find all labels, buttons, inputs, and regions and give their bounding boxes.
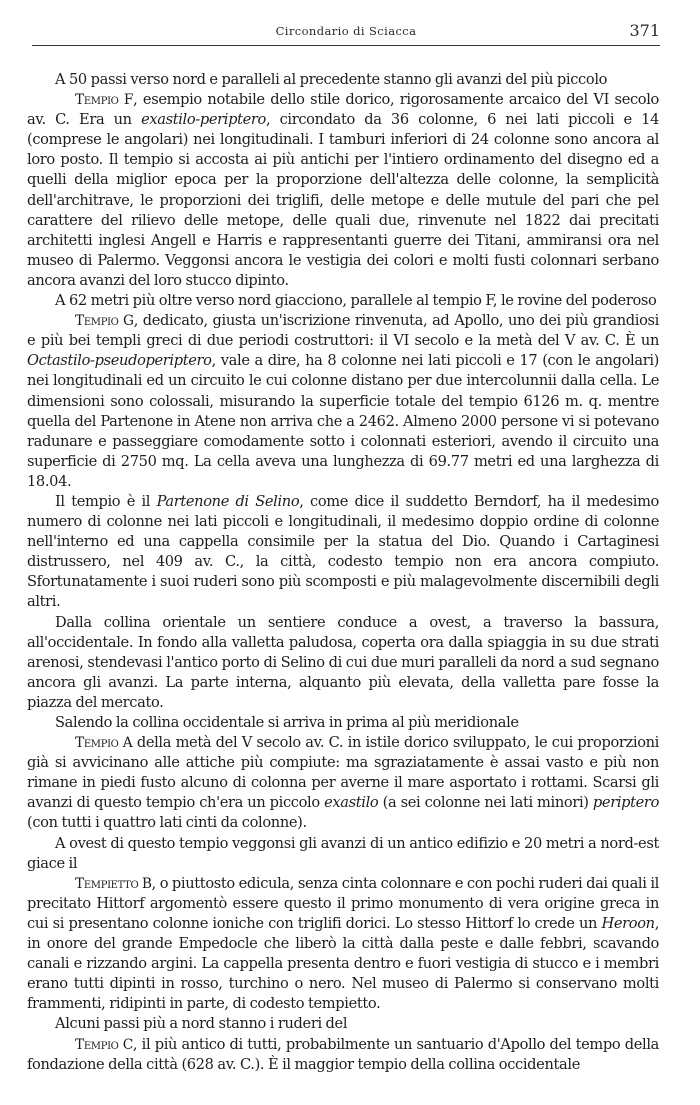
- paragraph: [27, 834, 659, 874]
- temple-heading: Tempio G: [75, 313, 134, 330]
- paragraph: [27, 291, 659, 311]
- temple-heading: Tempio F: [75, 92, 134, 109]
- text-run: , come dice il suddetto Berndorf, ha il medesimo numero di colonne nei lati piccoli e longitudinali, il medesimo doppio ordine di colonne nell'interno ed una cappella consimile per la statua del Dio. Quando i Cartaginesi distrussero, nel 409 av. C., la città, codesto tempio non era ancora compiuto. Sfortunatamente i suoi ruderi sono più scomposti e più malagevolmente discernibili degli altri.: [27, 492, 659, 611]
- paragraph: [27, 713, 659, 733]
- text-run: Il tempio è il: [55, 492, 157, 510]
- text-run: , il più antico di tutti, probabilmente un santuario d'Apollo del tempo della fondazione della città (628 av. C.). È il maggior tempio della collina occidentale: [27, 1035, 660, 1073]
- text-run: della metà del V secolo av. C. in istile dorico sviluppato, le cui proporzioni già si avvicinano alle attiche più compiute: ma sgraziatamente è assai vasto e più non rimane in piedi fusto alcuno di colonna per averne il mare asportato i rottami. Scarsi gli avanzi di questo tempio ch'era un piccolo: [27, 734, 660, 812]
- paragraph: [27, 1014, 659, 1034]
- italic-term: Octastilo-pseudoperiptero: [27, 352, 212, 370]
- text-run: Salendo la collina occidentale si arriva in prima al più meridionale: [55, 714, 519, 731]
- paragraph: [27, 733, 659, 833]
- text-run: A 50 passi verso nord e paralleli al precedente stanno gli avanzi del più piccolo: [55, 71, 608, 88]
- text-run: Dalla collina orientale un sentiere conduce a ovest, a traverso la bassura, all'occidentale. In fondo alla valletta paludosa, coperta ora dalla spiaggia in su due strati arenosi, stendevasi l'antico porto di Selino di cui due muri paralleli da nord a sud segnano ancora gli avanzi. La parte interna, alquanto più elevata, della valletta pare fosse la piazza del mercato.: [27, 613, 659, 711]
- italic-term: exastilo-periptero: [141, 111, 266, 129]
- text-run: (con tutti i quattro lati cinti da colonne).: [27, 814, 307, 832]
- running-header: [32, 20, 660, 42]
- italic-term: exastilo: [324, 794, 379, 812]
- temple-heading: Tempio A: [75, 735, 133, 752]
- text-run: , circondato da 36 colonne, 6 nei lati piccoli e 14 (comprese le angolari) nei longitudinali. I tamburi inferiori di 24 colonne sono ancora al loro posto. Il tempio si accosta ai più antichi per l'intiero ordinamento del disegno ed a quelli della miglior epoca per la proporzione dell'altezza delle colonne, la semplicità dell'architrave, le proporzioni dei triglifi, delle metope e delle mutule del pari che pel carattere del rilievo delle metope, delle quali due, rinvenute nel 1822 dai precitati architetti inglesi Angell e Harris e rappresentanti guerre dei Titani, ammiransi ora nel museo di Palermo. Veggonsi ancora le vestigia dei colori e molti fusti colonnari serbano ancora avanzi del loro stucco dipinto.: [27, 111, 660, 289]
- text-run: , esempio notabile dello stile dorico, rigorosamente arcaico del VI secolo av. C. Era un: [27, 91, 659, 129]
- text-run: (a sei colonne nei lati minori): [378, 794, 593, 812]
- italic-term: Partenone di Selino: [156, 492, 300, 510]
- page-number: 371: [629, 21, 660, 40]
- header-rule: [32, 45, 660, 46]
- text-run: , vale a dire, ha 8 colonne nei lati piccoli e 17 (con le angolari) nei longitudinali ed un circuito le cui colonne distano per due intercolunnii dalla cella. Le dimensioni sono colossali, misurando la superficie totale del tempio 6126 m. q. mentre quella del Partenone in Atene non arriva che a 2462. Almeno 2000 persone vi si potevano radunare e passeggiare comodamente sotto i colonnati esteriori, avendo il circuito una superficie di 2750 mq. La cella aveva una lunghezza di 69.77 metri ed una larghezza di 18.04.: [27, 352, 659, 490]
- paragraph: [27, 311, 659, 492]
- text-run: , o piuttosto edicula, senza cinta colonnare e con pochi ruderi dai quali il precitato Hittorf argomentò essere questo il primo monumento di vera origine greca in cui si presentano colonne ioniche con triglifi dorici. Lo stesso Hittorf lo crede un: [27, 874, 659, 932]
- text-run: , dedicato, giusta un'iscrizione rinvenuta, ad Apollo, uno dei più grandiosi e più bei templi greci di due periodi costruttori: il VI secolo e la metà del V av. C. È un: [27, 312, 659, 350]
- paragraph: [27, 874, 659, 1015]
- body-text: [27, 70, 659, 1075]
- paragraph: [27, 90, 659, 291]
- temple-heading: Tempietto B: [75, 875, 152, 892]
- italic-term: periptero: [592, 794, 659, 812]
- header-title: Circondario di Sciacca: [275, 24, 417, 38]
- text-run: Alcuni passi più a nord stanno i ruderi del: [55, 1015, 348, 1033]
- text-run: A ovest di questo tempio veggonsi gli avanzi di un antico edifizio e 20 metri a nord-est giace il: [27, 834, 659, 872]
- paragraph: [27, 492, 659, 613]
- temple-heading: Tempio C: [75, 1036, 133, 1053]
- text-run: A 62 metri più oltre verso nord giacciono, parallele al tempio F, le rovine del poderoso: [55, 292, 657, 310]
- text-run: , in onore del grande Empedocle che liberò la città dalla peste e dalle febbri, scavando canali e rizzando argini. La cappella presenta dentro e fuori vestigia di stucco e i membri erano tutti dipinti in rosso, turchino o nero. Nel museo di Palermo si conservano molti frammenti, ridipinti in parte, di codesto tempietto.: [27, 914, 659, 1013]
- paragraph: [27, 613, 659, 713]
- italic-term: Heroon: [601, 914, 655, 932]
- paragraph: [27, 1035, 659, 1075]
- paragraph: [27, 70, 659, 90]
